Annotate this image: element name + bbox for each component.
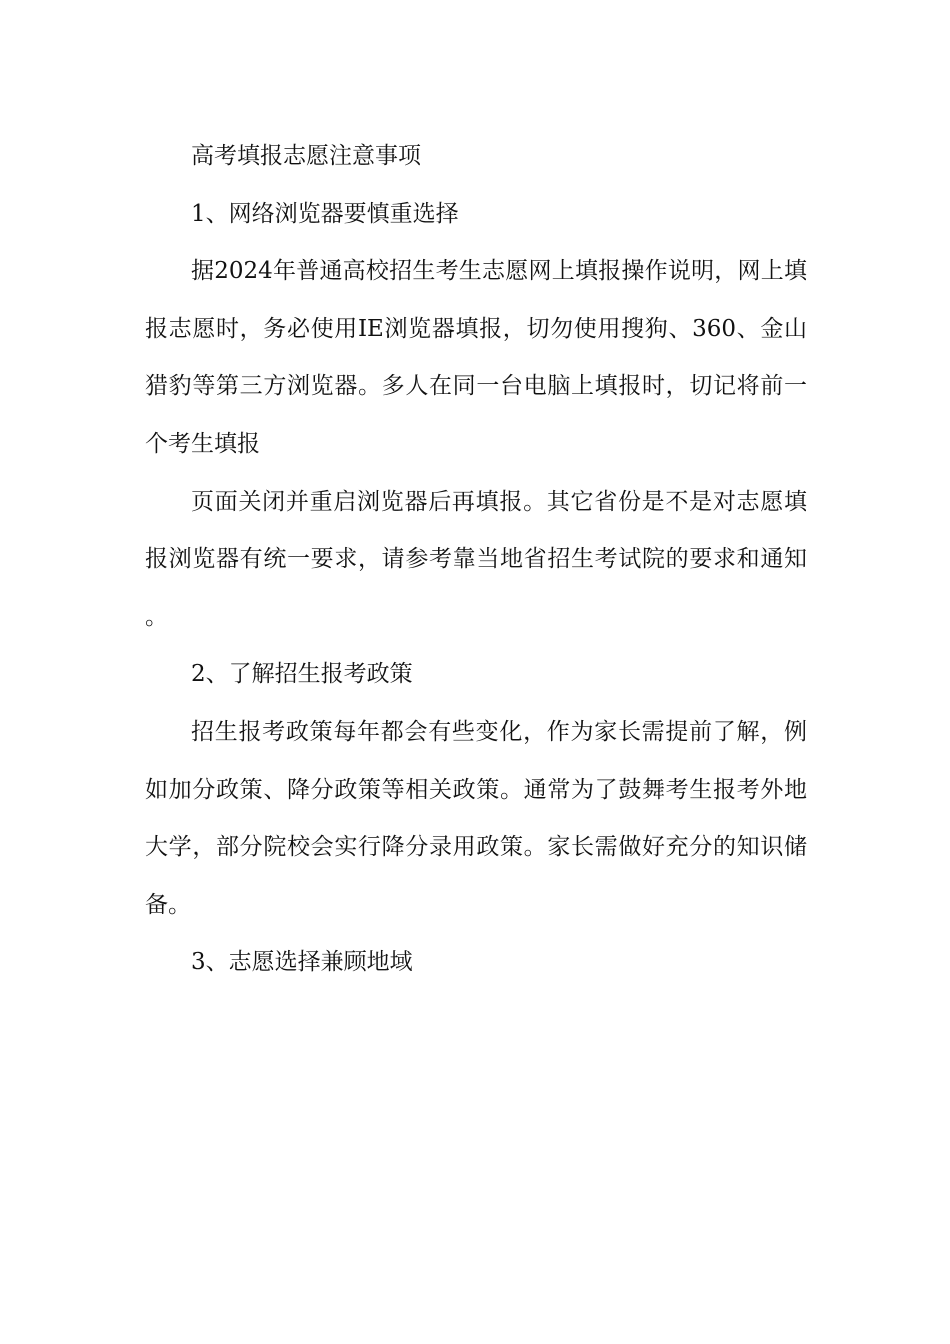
paragraph-admission-policy: 招生报考政策每年都会有些变化，作为家长需提前了解，例如加分政策、降分政策等相关政策。通常为了鼓舞考生报考外地大学，部分院校会实行降分录用政策。家长需做好充分的知识储备。 <box>145 718 807 918</box>
paragraph-browser-requirement: 据2024年普通高校招生考生志愿网上填报操作说明，网上填报志愿时，务必使用IE浏览器填报，切勿使用搜狗、360、金山猎豹等第三方浏览器。多人在同一台电脑上填报时，切记将前一个考生填报 <box>145 258 807 457</box>
document-body <box>145 128 807 992</box>
section-heading-1: 1、网络浏览器要慎重选择 <box>191 200 459 227</box>
section-heading-3: 3、志愿选择兼顾地域 <box>191 949 413 976</box>
section-heading-2: 2、了解招生报考政策 <box>191 661 413 688</box>
document-title: 高考填报志愿注意事项 <box>191 143 421 169</box>
paragraph-browser-restart: 页面关闭并重启浏览器后再填报。其它省份是不是对志愿填报浏览器有统一要求，请参考靠当地省招生考试院的要求和通知。 <box>145 488 807 630</box>
